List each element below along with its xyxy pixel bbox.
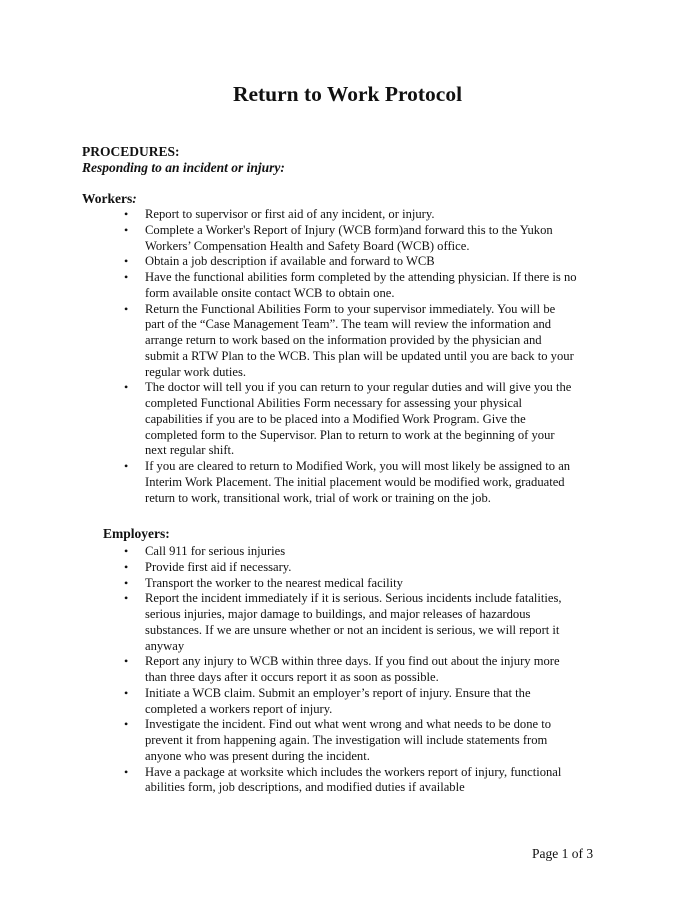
employers-list	[122, 544, 577, 796]
bullet-icon: •	[124, 654, 129, 669]
list-item-text: Complete a Worker's Report of Injury (WCB form)and forward this to the Yukon Workers’ Compensation Health and Safety Board (WCB) office.	[145, 222, 553, 253]
list-item-text: Initiate a WCB claim. Submit an employer’s report of injury. Ensure that the completed a workers report of injury.	[145, 685, 531, 716]
list-item	[122, 560, 577, 576]
workers-list	[122, 207, 577, 506]
bullet-icon: •	[124, 207, 129, 221]
bullet-icon: •	[124, 717, 129, 732]
bullet-icon: •	[124, 591, 129, 606]
workers-heading	[82, 191, 137, 207]
list-item	[122, 380, 577, 459]
list-item-text: Report the incident immediately if it is serious. Serious incidents include fatalities, serious injuries, major damage to buildings, and major releases of hazardous substances. If we are unsure whether or not an incident is serious, we will report it anyway	[145, 591, 562, 653]
list-item-text: Obtain a job description if available and forward to WCB	[145, 254, 435, 269]
workers-heading-text: Workers	[82, 191, 133, 206]
list-item	[122, 302, 577, 381]
list-item	[122, 591, 577, 654]
list-item	[122, 686, 577, 718]
list-item	[122, 765, 577, 797]
list-item	[122, 544, 577, 560]
bullet-icon: •	[124, 380, 129, 395]
list-item-text: Investigate the incident. Find out what went wrong and what needs to be done to prevent it from happening again. The investigation will include statements from anyone who was present during the incident.	[145, 717, 552, 763]
bullet-icon: •	[124, 254, 129, 269]
bullet-icon: •	[124, 544, 129, 558]
list-item	[122, 717, 577, 764]
bullet-icon: •	[124, 270, 129, 284]
bullet-icon: •	[124, 559, 129, 574]
bullet-icon: •	[124, 459, 129, 473]
bullet-icon: •	[124, 685, 129, 700]
procedures-heading: PROCEDURES:	[82, 144, 180, 159]
bullet-icon: •	[124, 222, 129, 237]
list-item	[122, 223, 577, 255]
bullet-icon: •	[124, 301, 129, 316]
list-item	[122, 576, 577, 592]
employers-heading: Employers:	[103, 526, 170, 541]
list-item-text: Report any injury to WCB within three days. If you find out about the injury more than three days after it occurs report it as soon as possible.	[145, 654, 560, 684]
page-number: Page 1 of 3	[532, 846, 594, 861]
procedures-subheading: Responding to an incident or injury:	[82, 160, 285, 175]
list-item	[122, 254, 577, 270]
list-item	[122, 207, 577, 223]
list-item-text: Provide first aid if necessary.	[145, 559, 292, 574]
list-item-text: If you are cleared to return to Modified Work, you will most likely be assigned to an Interim Work Placement. The initial placement would be modified work, graduated return to work, transitional work, trial of work or training on the job.	[145, 459, 571, 505]
list-item-text: Have the functional abilities form completed by the attending physician. If there is no form available onsite contact WCB to obtain one.	[145, 270, 577, 300]
list-item-text: The doctor will tell you if you can return to your regular duties and will give you the completed Functional Abilities Form necessary for assessing your physical capabilities if you are to be placed into a Modified Work Program. Give the completed form to the Supervisor. Plan to return to work at the beginning of your next regular shift.	[145, 380, 572, 458]
document-title: Return to Work Protocol	[232, 82, 463, 106]
list-item	[122, 654, 577, 686]
list-item-text: Transport the worker to the nearest medical facility	[145, 575, 403, 590]
list-item-text: Call 911 for serious injuries	[145, 544, 286, 558]
list-item-text: Return the Functional Abilities Form to your supervisor immediately. You will be part of the “Case Management Team”. The team will review the information and arrange return to work based on the information provided by the physician and submit a RTW Plan to the WCB. This plan will be updated until you are back to your regular work duties.	[145, 301, 574, 379]
list-item-text: Report to supervisor or first aid of any incident, or injury.	[145, 207, 435, 221]
list-item	[122, 459, 577, 506]
workers-heading-colon: :	[132, 191, 137, 206]
list-item	[122, 270, 577, 302]
bullet-icon: •	[124, 575, 129, 590]
list-item-text: Have a package at worksite which includes the workers report of injury, functional abilities form, job descriptions, and modified duties if available	[145, 764, 562, 795]
bullet-icon: •	[124, 764, 129, 779]
